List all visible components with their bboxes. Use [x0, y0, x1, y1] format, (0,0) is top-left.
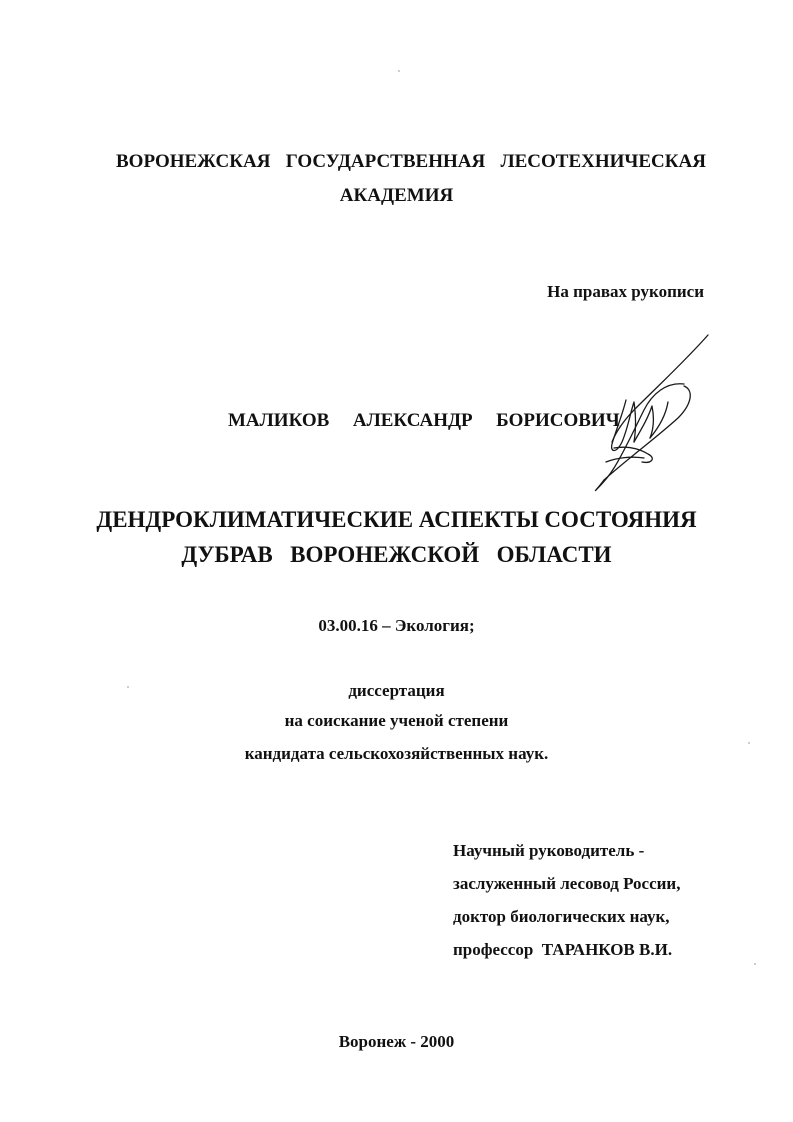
supervisor-line-4: профессор ТАРАНКОВ В.И.	[453, 940, 673, 959]
author-name: МАЛИКОВ АЛЕКСАНДР БОРИСОВИЧ	[228, 410, 620, 431]
supervisor-line-3: доктор биологических наук,	[453, 907, 670, 926]
degree-description-line-1: диссертация	[348, 681, 445, 700]
specialty-code: 03.00.16 – Экология;	[318, 616, 475, 635]
institution-line-1	[116, 152, 706, 171]
scan-speck	[754, 963, 756, 965]
supervisor-line-2: заслуженный лесовод России,	[453, 874, 681, 893]
institution-word-3: ЛЕСОТЕХНИЧЕСКАЯ	[500, 151, 706, 172]
supervisor-line-1: Научный руководитель -	[453, 841, 645, 860]
city-and-year: Воронеж - 2000	[338, 1032, 455, 1051]
scan-speck	[748, 742, 750, 744]
institution-line-2: АКАДЕМИЯ	[339, 185, 454, 206]
scan-speck	[398, 70, 400, 72]
institution-word-2: ГОСУДАРСТВЕННАЯ	[285, 151, 486, 172]
dissertation-title-line-2: ДУБРАВ ВОРОНЕЖСКОЙ ОБЛАСТИ	[181, 542, 612, 567]
signature-image	[586, 330, 716, 495]
scan-speck	[127, 686, 129, 688]
institution-word-1: ВОРОНЕЖСКАЯ	[116, 151, 271, 172]
degree-description-line-3: кандидата сельскохозяйственных наук.	[244, 744, 549, 763]
degree-description-line-2: на соискание ученой степени	[284, 711, 509, 730]
dissertation-title-line-1: ДЕНДРОКЛИМАТИЧЕСКИЕ АСПЕКТЫ СОСТОЯНИЯ	[96, 507, 697, 532]
manuscript-note: На правах рукописи	[547, 282, 704, 301]
